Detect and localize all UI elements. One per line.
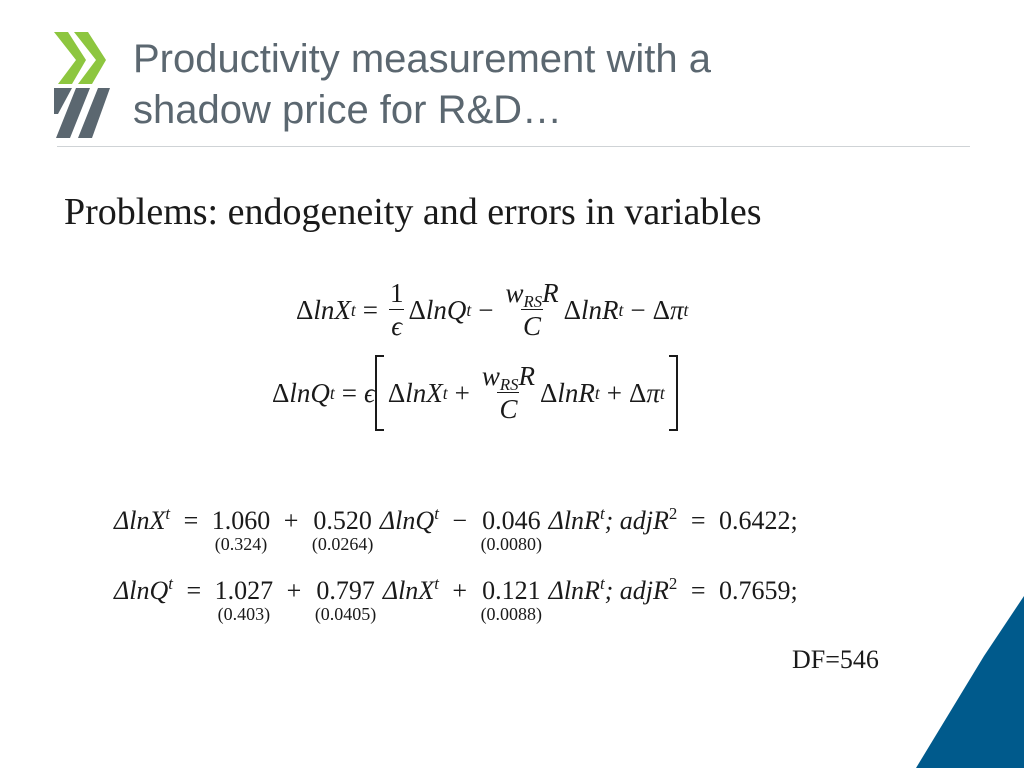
eq-symbol: ln — [289, 377, 311, 408]
eq-symbol: R — [518, 361, 535, 391]
fraction-denominator: ϵ — [391, 311, 403, 341]
fraction-one-over-epsilon — [388, 280, 406, 340]
eq-operator: − — [452, 506, 468, 535]
fraction-numerator — [480, 361, 537, 395]
eq-superscript: 2 — [668, 573, 678, 593]
title-divider — [57, 146, 970, 147]
estimate-regressor: ΔlnR — [548, 506, 600, 535]
coefficient-value: 1.060 — [211, 506, 271, 535]
eq-symbol: Δ — [652, 294, 670, 325]
eq-symbol: Δ — [540, 377, 558, 408]
eq-symbol: Δ — [629, 377, 647, 408]
eq-operator: + — [606, 377, 622, 408]
eq-symbol: π — [669, 294, 684, 325]
eq-symbol: Δ — [296, 294, 314, 325]
coefficient-2 — [481, 506, 543, 554]
eq-superscript: t — [599, 503, 605, 523]
eq-operator: − — [478, 294, 494, 325]
coefficient-1 — [312, 506, 374, 554]
eq-subscript: RS — [499, 375, 519, 395]
eq-operator: + — [454, 377, 470, 408]
eq-superscript: 2 — [668, 503, 678, 523]
coefficient-value: 0.046 — [482, 506, 541, 535]
eq-symbol: Δ — [563, 294, 581, 325]
eq-symbol: R — [542, 278, 559, 308]
standard-error: (0.0264) — [311, 534, 374, 554]
eq-operator: + — [286, 576, 302, 605]
fraction-denominator: C — [523, 311, 542, 341]
eq-symbol: X — [426, 377, 443, 408]
coefficient-value: 0.520 — [313, 506, 372, 535]
eq-operator: = — [690, 576, 706, 605]
eq-operator: + — [283, 506, 299, 535]
eq-operator: = — [183, 506, 199, 535]
eq-operator: = — [186, 576, 202, 605]
eq-symbol: R — [602, 294, 619, 325]
standard-error: (0.324) — [214, 534, 268, 554]
eq-symbol: ϵ — [364, 377, 375, 408]
eq-symbol: ln — [580, 294, 602, 325]
coefficient-2 — [481, 576, 543, 624]
eq-symbol: Δ — [272, 377, 290, 408]
slide-subtitle: Problems: endogeneity and errors in variables — [64, 191, 762, 233]
eq-operator: + — [452, 576, 468, 605]
adj-r-squared-label: ; adjR — [604, 576, 669, 605]
eq-operator: = — [362, 294, 378, 325]
estimate-lhs: ΔlnQ — [114, 576, 169, 605]
fraction-denominator: C — [499, 394, 518, 424]
eq-subscript: RS — [523, 292, 543, 312]
coefficient-intercept — [212, 506, 271, 554]
model-equation-2: Δ ln Q t = ϵ Δ ln X t + $\frac{w_{RS}R}{C}$ Δ ln R t + Δ π t — [272, 355, 678, 431]
slide-title-line-2: shadow price for R&D… — [133, 88, 563, 132]
eq-superscript: t — [599, 573, 605, 593]
left-bracket-icon — [375, 355, 384, 431]
eq-symbol: X — [334, 294, 351, 325]
eq-symbol: w — [481, 361, 500, 391]
model-equation-1: Δ ln X t = $\frac{1}{\epsilon}$ Δ ln Q t − $\frac{w_{RS}R}{C}$ Δ ln R t − Δ π t — [296, 278, 689, 341]
double-chevron-logo-icon — [54, 32, 110, 140]
eq-symbol: ln — [557, 377, 579, 408]
estimated-equation-2 — [114, 573, 798, 624]
fraction-wrs-r-over-c — [504, 280, 561, 340]
eq-symbol: ln — [313, 294, 335, 325]
adj-r-squared-value: 0.7659; — [719, 576, 798, 605]
eq-operator: − — [630, 294, 646, 325]
eq-symbol: π — [646, 377, 660, 408]
coefficient-1 — [315, 576, 377, 624]
eq-symbol: w — [505, 278, 524, 308]
estimated-equation-1 — [114, 503, 798, 554]
eq-operator: = — [341, 377, 357, 408]
fraction-numerator: 1 — [390, 278, 404, 308]
corner-decoration-icon — [916, 596, 1024, 768]
degrees-of-freedom: DF=546 — [792, 645, 879, 674]
eq-operator: = — [690, 506, 706, 535]
coefficient-value: 1.027 — [214, 576, 274, 605]
eq-symbol: Q — [310, 377, 330, 408]
standard-error: (0.0405) — [314, 604, 377, 624]
eq-superscript: t — [165, 503, 171, 523]
fraction-numerator — [504, 278, 561, 312]
right-bracket-icon — [669, 355, 678, 431]
coefficient-value: 0.121 — [482, 576, 541, 605]
estimate-regressor: ΔlnX — [382, 576, 435, 605]
eq-superscript: t — [434, 573, 439, 593]
estimate-lhs: ΔlnX — [114, 506, 166, 535]
slide-title-line-1: Productivity measurement with a — [133, 37, 712, 81]
eq-superscript: t — [168, 573, 173, 593]
coefficient-value: 0.797 — [316, 576, 375, 605]
standard-error: (0.0088) — [480, 604, 543, 624]
eq-symbol: Δ — [408, 294, 426, 325]
eq-symbol: R — [578, 377, 595, 408]
slide-title — [133, 34, 953, 136]
estimate-regressor: ΔlnR — [548, 576, 600, 605]
fraction-wrs-r-over-c — [480, 363, 537, 423]
adj-r-squared-label: ; adjR — [604, 506, 669, 535]
standard-error: (0.403) — [217, 604, 271, 624]
eq-symbol: ln — [405, 377, 427, 408]
eq-superscript: t — [434, 503, 439, 523]
coefficient-intercept — [215, 576, 274, 624]
eq-symbol: Δ — [387, 377, 406, 408]
standard-error: (0.0080) — [480, 534, 543, 554]
adj-r-squared-value: 0.6422; — [719, 506, 798, 535]
eq-symbol: ln — [425, 294, 447, 325]
estimate-regressor: ΔlnQ — [379, 506, 435, 535]
eq-symbol: Q — [446, 294, 467, 325]
